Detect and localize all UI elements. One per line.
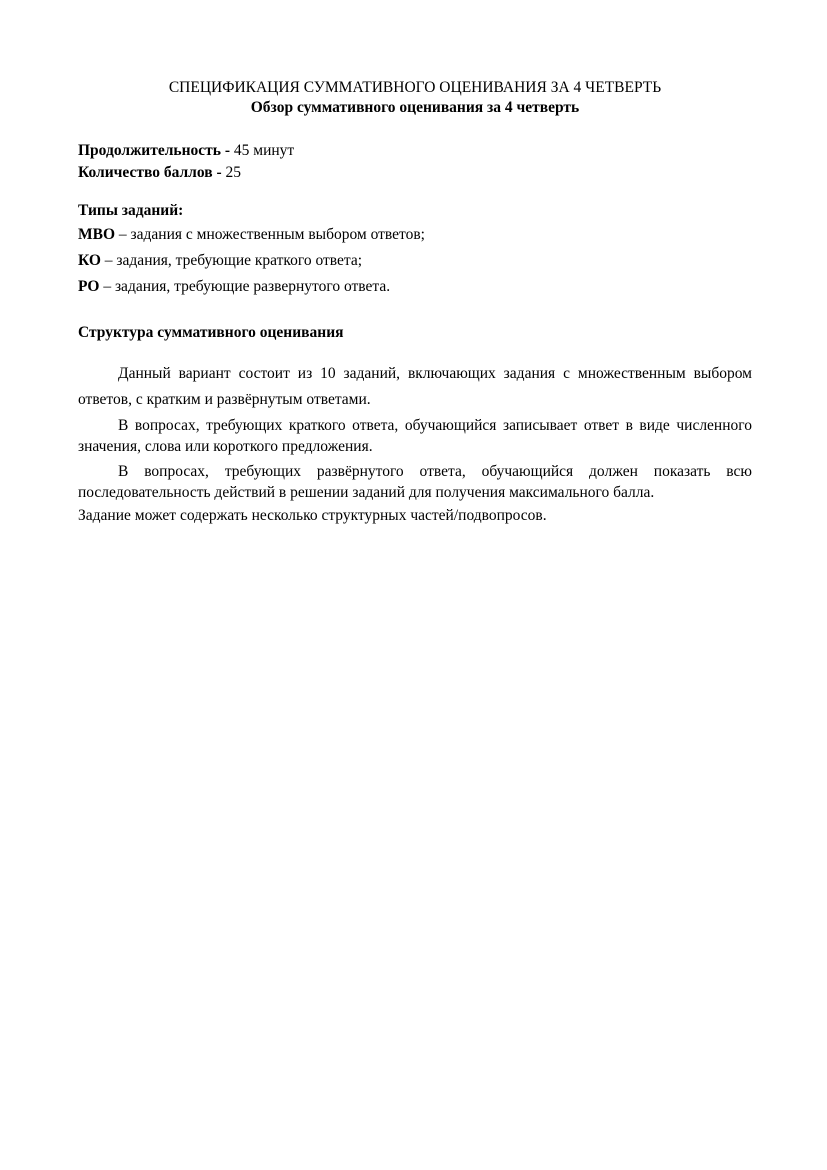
structure-heading: Структура суммативного оценивания — [78, 324, 344, 341]
task-types-heading: Типы заданий: — [78, 202, 184, 219]
task-type-code: КО — [78, 252, 101, 269]
task-types-section — [78, 200, 752, 300]
document-subtitle: Обзор суммативного оценивания за 4 четверть — [250, 99, 580, 116]
points-row — [78, 162, 752, 184]
structure-paragraph: В вопросах, требующих развёрнутого ответа, обучающийся должен показать всю последовательность действий в решении заданий для получения максимального балла. — [78, 463, 752, 501]
points-label: Количество баллов - — [78, 164, 222, 181]
structure-paragraph: Задание может содержать несколько структурных частей/подвопросов. — [78, 507, 547, 524]
task-type-desc: – задания, требующие краткого ответа; — [100, 252, 363, 269]
duration-row — [78, 140, 752, 162]
document-page — [78, 78, 752, 527]
task-type-code: МВО — [78, 226, 116, 243]
duration-label: Продолжительность - — [78, 142, 231, 159]
structure-paragraph: Данный вариант состоит из 10 заданий, включающих задания с множественным выбором ответов, с кратким и развёрнутым ответами. — [78, 365, 752, 408]
points-value: 25 — [221, 164, 242, 181]
assessment-meta — [78, 140, 752, 184]
task-type-item — [78, 248, 752, 274]
document-title: СПЕЦИФИКАЦИЯ СУММАТИВНОГО ОЦЕНИВАНИЯ ЗА 4 ЧЕТВЕРТЬ — [168, 79, 662, 96]
task-type-code: РО — [78, 278, 100, 295]
task-type-item — [78, 274, 752, 300]
task-type-desc: – задания с множественным выбором ответов; — [115, 226, 425, 243]
task-type-item — [78, 222, 752, 248]
task-type-desc: – задания, требующие развернутого ответа. — [99, 278, 391, 295]
duration-value: 45 минут — [230, 142, 295, 159]
structure-paragraph: В вопросах, требующих краткого ответа, обучающийся записывает ответ в виде численного значения, слова или короткого предложения. — [78, 417, 752, 455]
